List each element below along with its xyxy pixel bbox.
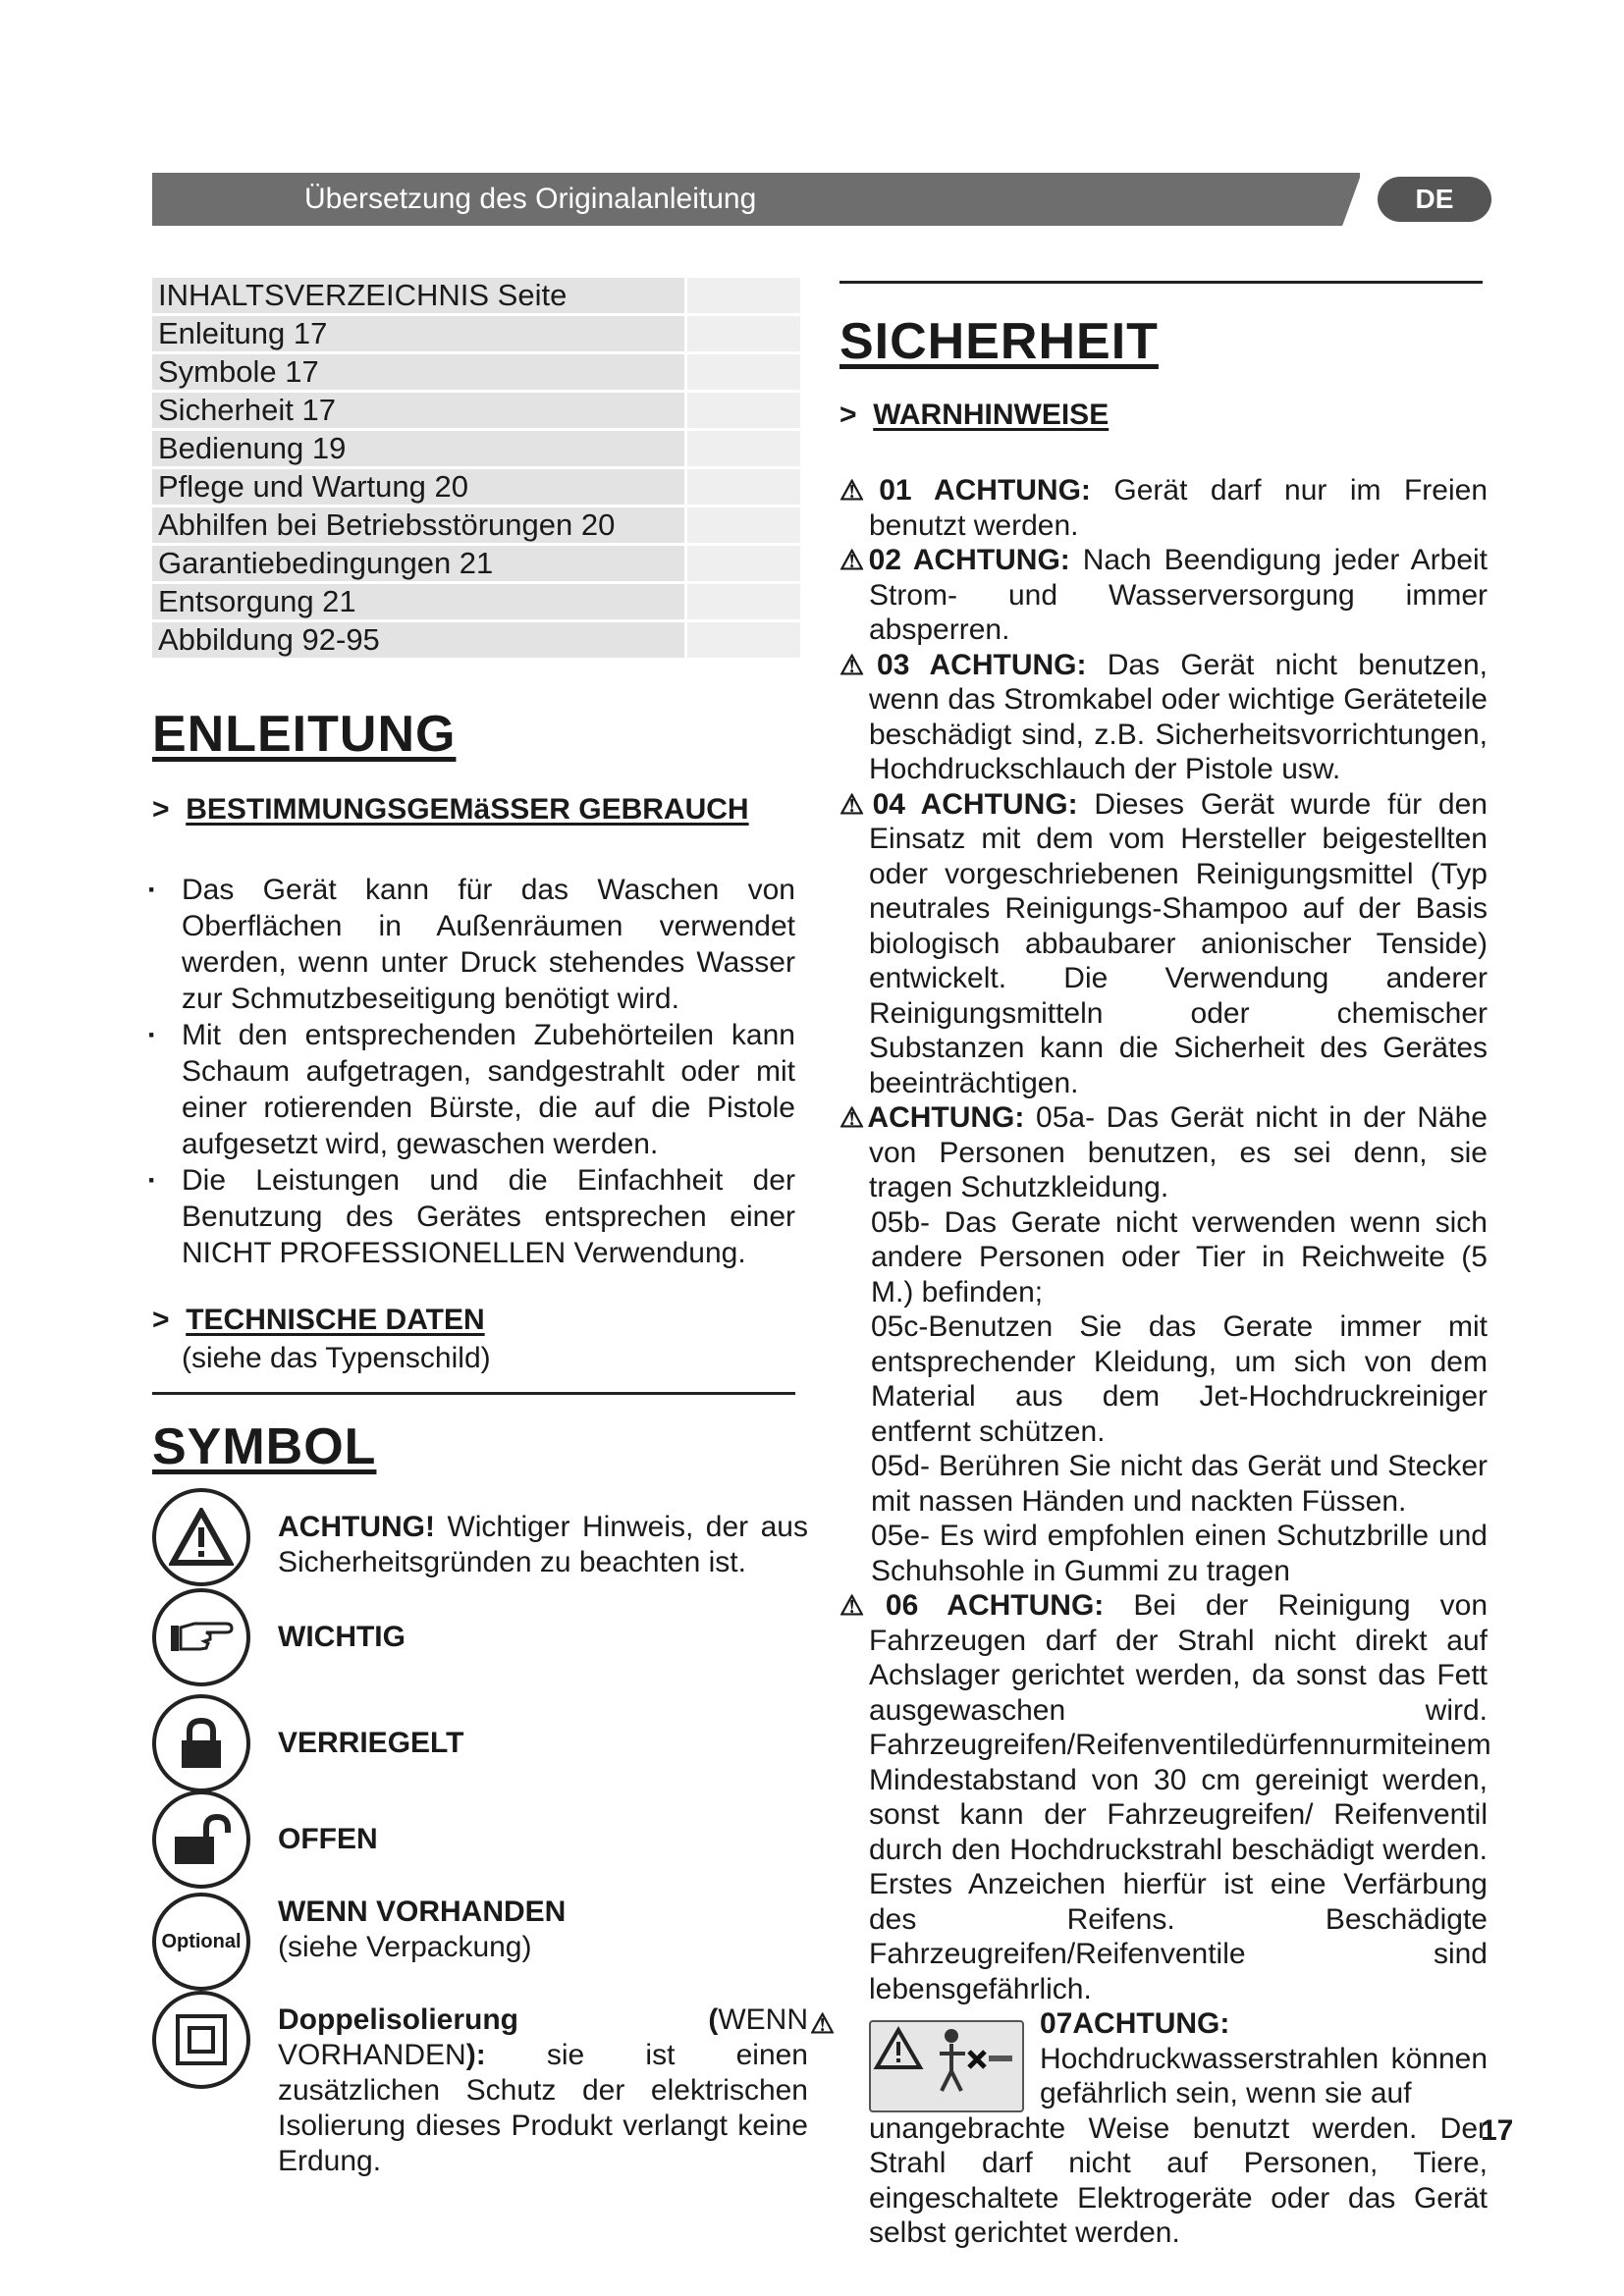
divider (839, 281, 1483, 284)
header-title: Übersetzung des Originalanleitung (152, 173, 1360, 226)
toc-row: Bedienung 19 (152, 431, 800, 466)
toc-row: Abhilfen bei Betriebsstörungen 20 (152, 507, 800, 543)
subsection-title: WARNHINWEISE (873, 399, 1110, 431)
subsection-heading: > TECHNISCHE DATEN (152, 1304, 485, 1336)
warning-triangle-icon: ⚠ (839, 1102, 868, 1133)
toc-row: Entsorgung 21 (152, 584, 800, 619)
optional-icon: Optional (152, 1893, 250, 1991)
section-title-symbol: SYMBOL (152, 1418, 377, 1475)
warning-01: ⚠01 ACHTUNG: Gerät darf nur im Freien benutzt werden. (839, 474, 1488, 542)
list-item: · Das Gerät kann für das Waschen von Oberflächen in Außenräumen verwendet werden, wenn unter Druck stehendes Wasser zur Schmutzbeseitigung benötigt wird. (147, 872, 795, 1017)
toc-row: Symbole 17 (152, 354, 800, 390)
warning-06: ⚠06 ACHTUNG: Bei der Reinigung von Fahrzeugen darf der Strahl nicht direkt auf Achslager gerichtet werden, da sonst das Fett ausgewaschen wird. Fahrzeugreifen/Reifenventiledürfennurmiteinem Mindestabstand von 30 cm gereinigt werden, sonst kann der Fahrzeugreifen/ Reifenventil durch den Hochdruckstrahl beschädigt werden. Erstes Anzeichen hierfür ist eine Verfärbung des Reifens. Beschädigte Fahrzeugreifen/Reifenventile sind lebensgefährlich. (839, 1589, 1491, 2005)
toc-row: Pflege und Wartung 20 (152, 469, 800, 505)
list-item: · Mit den entsprechenden Zubehörteilen kann Schaum aufgetragen, sandgestrahlt oder mit einer rotierenden Bürste, die auf die Pistole aufgesetzt wird, gewaschen werden. (147, 1017, 795, 1162)
warnings-list (810, 473, 1491, 2251)
warning-02: ⚠02 ACHTUNG: Nach Beendigung jeder Arbeit Strom- und Wasserversorgung immer absperren. (839, 544, 1489, 646)
warning-triangle-icon: ⚠ (839, 475, 880, 506)
list-item: · Die Leistungen und die Einfachheit der Benutzung des Gerätes entsprechen einer NICHT PROFESSIONELLEN Verwendung. (147, 1162, 795, 1271)
table-of-contents (152, 275, 800, 661)
toc-row: Abbildung 92-95 (152, 622, 800, 658)
subsection-heading: > WARNHINWEISE (839, 399, 1110, 431)
divider (152, 1392, 795, 1395)
lock-closed-icon (152, 1694, 250, 1792)
warning-triangle-icon: ⚠ (839, 1590, 886, 1621)
toc-row: Sicherheit 17 (152, 393, 800, 428)
warning-05b: 05b- Das Gerate nicht verwenden wenn sich andere Personen oder Tier in Reichweite (5 M.) befinden; (871, 1205, 1488, 1308)
page-header (152, 173, 1488, 226)
warning-07: ⚠ 07ACHTUNG: Hochdruckwasserstrahlen können gefährlich sein, wenn sie auf (839, 2006, 1488, 2111)
lock-open-icon (152, 1790, 250, 1889)
double-insulation-icon (152, 1991, 250, 2089)
warning-05e: 05e- Es wird empfohlen einen Schutzbrille und Schuhsohle in Gummi zu tragen (871, 1520, 1488, 1587)
usage-bullet-list (147, 872, 795, 1271)
toc-row: INHALTSVERZEICHNIS Seite (152, 278, 800, 313)
toc-row: Enleitung 17 (152, 316, 800, 351)
toc-row: Garantiebedingungen 21 (152, 546, 800, 581)
section-title-sicherheit: SICHERHEIT (839, 313, 1159, 370)
warning-triangle-icon (152, 1488, 250, 1586)
warning-triangle-icon: ⚠ (839, 545, 869, 575)
warning-triangle-icon: ⚠ (839, 649, 878, 680)
warning-05: ⚠ACHTUNG: 05a- Das Gerät nicht in der Nähe von Personen benutzen, es sei denn, sie tragen Schutzkleidung. (839, 1101, 1488, 1203)
warning-03: ⚠03 ACHTUNG: Das Gerät nicht benutzen, wenn das Stromkabel oder wichtige Geräteteile beschädigt sind, z.B. Sicherheitsvorrichtungen, Hochdruckschlauch der Pistole usw. (839, 648, 1488, 785)
tech-data-note: (siehe das Typenschild) (182, 1342, 491, 1374)
warning-triangle-icon: ⚠ (810, 2008, 836, 2039)
section-title-enleitung: ENLEITUNG (152, 706, 457, 763)
page-number: 17 (1481, 2114, 1514, 2147)
warning-05d: 05d- Berühren Sie nicht das Gerät und Stecker mit nassen Händen und nackten Füssen. (871, 1450, 1488, 1518)
warning-05c: 05c-Benutzen Sie das Gerate immer mit entsprechender Kleidung, um sich von dem Material aus dem Jet-Hochdruckreiniger entfernt schützen. (871, 1310, 1488, 1448)
subsection-title: TECHNISCHE DATEN (186, 1304, 485, 1336)
warning-07-continued: unangebrachte Weise benutzt werden. Der Strahl darf nicht auf Personen, Tiere, eingeschaltete Elektrogeräte oder das Gerät selbst gerichtet werden. (869, 2111, 1488, 2249)
subsection-heading: > BESTIMMUNGSGEMäSSER GEBRAUCH (152, 793, 749, 826)
language-badge: DE (1378, 177, 1491, 222)
subsection-title: BESTIMMUNGSGEMäSSER GEBRAUCH (186, 793, 749, 826)
pointing-hand-icon (152, 1588, 250, 1686)
spray-hazard-pictogram (869, 2020, 1024, 2112)
warning-triangle-icon: ⚠ (839, 788, 873, 820)
warning-04: ⚠04 ACHTUNG: Dieses Gerät wurde für den Einsatz mit dem vom Hersteller beigestellten oder vorgeschriebenen Reinigungsmittel (Typ neutrales Reinigungs-Shampoo auf der Basis biologisch abbaubarer anionischer Tenside) entwickelt. Die Verwendung anderer Reinigungsmitteln oder chemischer Substanzen kann die Sicherheit des Gerätes beeinträchtigen. (839, 787, 1488, 1099)
